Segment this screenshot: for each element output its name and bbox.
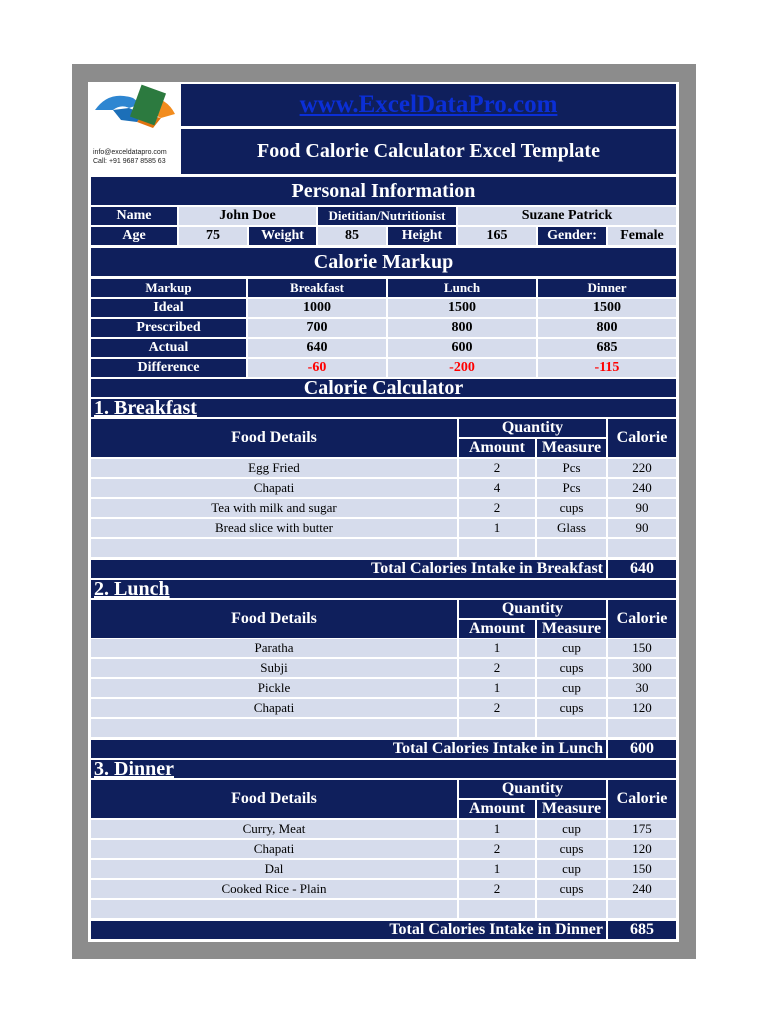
food-item: Subji	[91, 659, 457, 677]
empty-amount-cell[interactable]	[459, 539, 535, 557]
height-value: 165	[458, 227, 536, 245]
food-item: Paratha	[91, 639, 457, 657]
markup-cell: 700	[248, 319, 386, 337]
calorie-cell: 90	[608, 499, 676, 517]
calorie-calculator-heading: Calorie Calculator	[91, 379, 676, 397]
empty-measure-cell[interactable]	[537, 900, 606, 918]
logo-phone: Call: +91 9687 8585 63	[93, 158, 166, 165]
calorie-cell: 120	[608, 840, 676, 858]
measure-cell: cups	[537, 840, 606, 858]
food-item: Curry, Meat	[91, 820, 457, 838]
food-details-header: Food Details	[91, 780, 457, 818]
empty-amount-cell[interactable]	[459, 900, 535, 918]
handshake-logo-icon	[91, 84, 179, 146]
measure-cell: cup	[537, 860, 606, 878]
calorie-cell: 240	[608, 880, 676, 898]
name-label: Name	[91, 207, 177, 225]
food-item: Pickle	[91, 679, 457, 697]
markup-cell: 800	[538, 319, 676, 337]
calorie-cell: 90	[608, 519, 676, 537]
food-item: Cooked Rice - Plain	[91, 880, 457, 898]
calorie-cell: 150	[608, 860, 676, 878]
measure-header: Measure	[537, 800, 606, 818]
quantity-header: Quantity	[459, 419, 606, 437]
gender-value: Female	[608, 227, 676, 245]
dietitian-value: Suzane Patrick	[458, 207, 676, 225]
empty-food-cell[interactable]	[91, 539, 457, 557]
amount-cell: 2	[459, 699, 535, 717]
markup-col-lunch: Lunch	[388, 279, 536, 297]
website-banner	[181, 84, 676, 126]
calorie-header: Calorie	[608, 419, 676, 457]
calorie-header: Calorie	[608, 600, 676, 638]
food-details-header: Food Details	[91, 419, 457, 457]
markup-difference-cell: -200	[388, 359, 536, 377]
measure-header: Measure	[537, 439, 606, 457]
meal-title-breakfast: 1. Breakfast	[91, 399, 676, 417]
markup-cell: 1000	[248, 299, 386, 317]
food-item: Chapati	[91, 840, 457, 858]
calorie-cell: 30	[608, 679, 676, 697]
name-value: John Doe	[179, 207, 316, 225]
empty-food-cell[interactable]	[91, 900, 457, 918]
food-item: Chapati	[91, 699, 457, 717]
calorie-cell: 175	[608, 820, 676, 838]
markup-cell: 685	[538, 339, 676, 357]
amount-cell: 1	[459, 639, 535, 657]
measure-cell: Glass	[537, 519, 606, 537]
markup-col-breakfast: Breakfast	[248, 279, 386, 297]
markup-cell: 640	[248, 339, 386, 357]
calorie-header: Calorie	[608, 780, 676, 818]
markup-cell: 1500	[538, 299, 676, 317]
markup-row-label: Ideal	[91, 299, 246, 317]
markup-col-dinner: Dinner	[538, 279, 676, 297]
markup-cell: 1500	[388, 299, 536, 317]
calorie-cell: 240	[608, 479, 676, 497]
amount-cell: 4	[459, 479, 535, 497]
amount-cell: 2	[459, 659, 535, 677]
meal-title-dinner: 3. Dinner	[91, 760, 676, 778]
weight-label: Weight	[249, 227, 316, 245]
food-item: Tea with milk and sugar	[91, 499, 457, 517]
empty-calorie-cell[interactable]	[608, 900, 676, 918]
empty-food-cell[interactable]	[91, 719, 457, 737]
measure-cell: cups	[537, 880, 606, 898]
weight-value: 85	[318, 227, 386, 245]
age-label: Age	[91, 227, 177, 245]
gender-label: Gender:	[538, 227, 606, 245]
food-item: Chapati	[91, 479, 457, 497]
markup-cell: 800	[388, 319, 536, 337]
markup-difference-cell: -60	[248, 359, 386, 377]
quantity-header: Quantity	[459, 600, 606, 618]
amount-cell: 2	[459, 880, 535, 898]
food-item: Bread slice with butter	[91, 519, 457, 537]
measure-cell: cup	[537, 679, 606, 697]
empty-amount-cell[interactable]	[459, 719, 535, 737]
amount-cell: 1	[459, 679, 535, 697]
food-item: Dal	[91, 860, 457, 878]
height-label: Height	[388, 227, 456, 245]
empty-calorie-cell[interactable]	[608, 539, 676, 557]
total-value: 685	[608, 921, 676, 939]
amount-header: Amount	[459, 620, 535, 638]
measure-cell: cups	[537, 659, 606, 677]
total-value: 600	[608, 740, 676, 758]
measure-cell: cups	[537, 699, 606, 717]
food-details-header: Food Details	[91, 600, 457, 638]
markup-row-label: Difference	[91, 359, 246, 377]
website-link[interactable]: www.ExcelDataPro.com	[299, 91, 558, 118]
total-label: Total Calories Intake in Breakfast	[91, 560, 606, 578]
amount-cell: 2	[459, 840, 535, 858]
amount-cell: 2	[459, 459, 535, 477]
meal-title-lunch: 2. Lunch	[91, 580, 676, 598]
amount-cell: 2	[459, 499, 535, 517]
total-value: 640	[608, 560, 676, 578]
age-value: 75	[179, 227, 247, 245]
amount-header: Amount	[459, 439, 535, 457]
company-logo	[91, 84, 179, 174]
calorie-cell: 150	[608, 639, 676, 657]
measure-cell: cup	[537, 639, 606, 657]
empty-measure-cell[interactable]	[537, 719, 606, 737]
calorie-cell: 120	[608, 699, 676, 717]
markup-row-label: Actual	[91, 339, 246, 357]
personal-info-heading: Personal Information	[91, 177, 676, 205]
calorie-markup-heading: Calorie Markup	[91, 248, 676, 276]
quantity-header: Quantity	[459, 780, 606, 798]
total-label: Total Calories Intake in Lunch	[91, 740, 606, 758]
measure-cell: Pcs	[537, 459, 606, 477]
measure-header: Measure	[537, 620, 606, 638]
calorie-cell: 220	[608, 459, 676, 477]
empty-calorie-cell[interactable]	[608, 719, 676, 737]
measure-cell: cups	[537, 499, 606, 517]
amount-cell: 1	[459, 820, 535, 838]
calorie-cell: 300	[608, 659, 676, 677]
empty-measure-cell[interactable]	[537, 539, 606, 557]
amount-cell: 1	[459, 519, 535, 537]
measure-cell: cup	[537, 820, 606, 838]
measure-cell: Pcs	[537, 479, 606, 497]
markup-difference-cell: -115	[538, 359, 676, 377]
total-label: Total Calories Intake in Dinner	[91, 921, 606, 939]
amount-header: Amount	[459, 800, 535, 818]
markup-cell: 600	[388, 339, 536, 357]
amount-cell: 1	[459, 860, 535, 878]
markup-row-label: Prescribed	[91, 319, 246, 337]
markup-col-header: Markup	[91, 279, 246, 297]
page-title: Food Calorie Calculator Excel Template	[181, 129, 676, 174]
logo-email: info@exceldatapro.com	[93, 149, 167, 156]
dietitian-label: Dietitian/Nutritionist	[318, 207, 456, 225]
food-item: Egg Fried	[91, 459, 457, 477]
